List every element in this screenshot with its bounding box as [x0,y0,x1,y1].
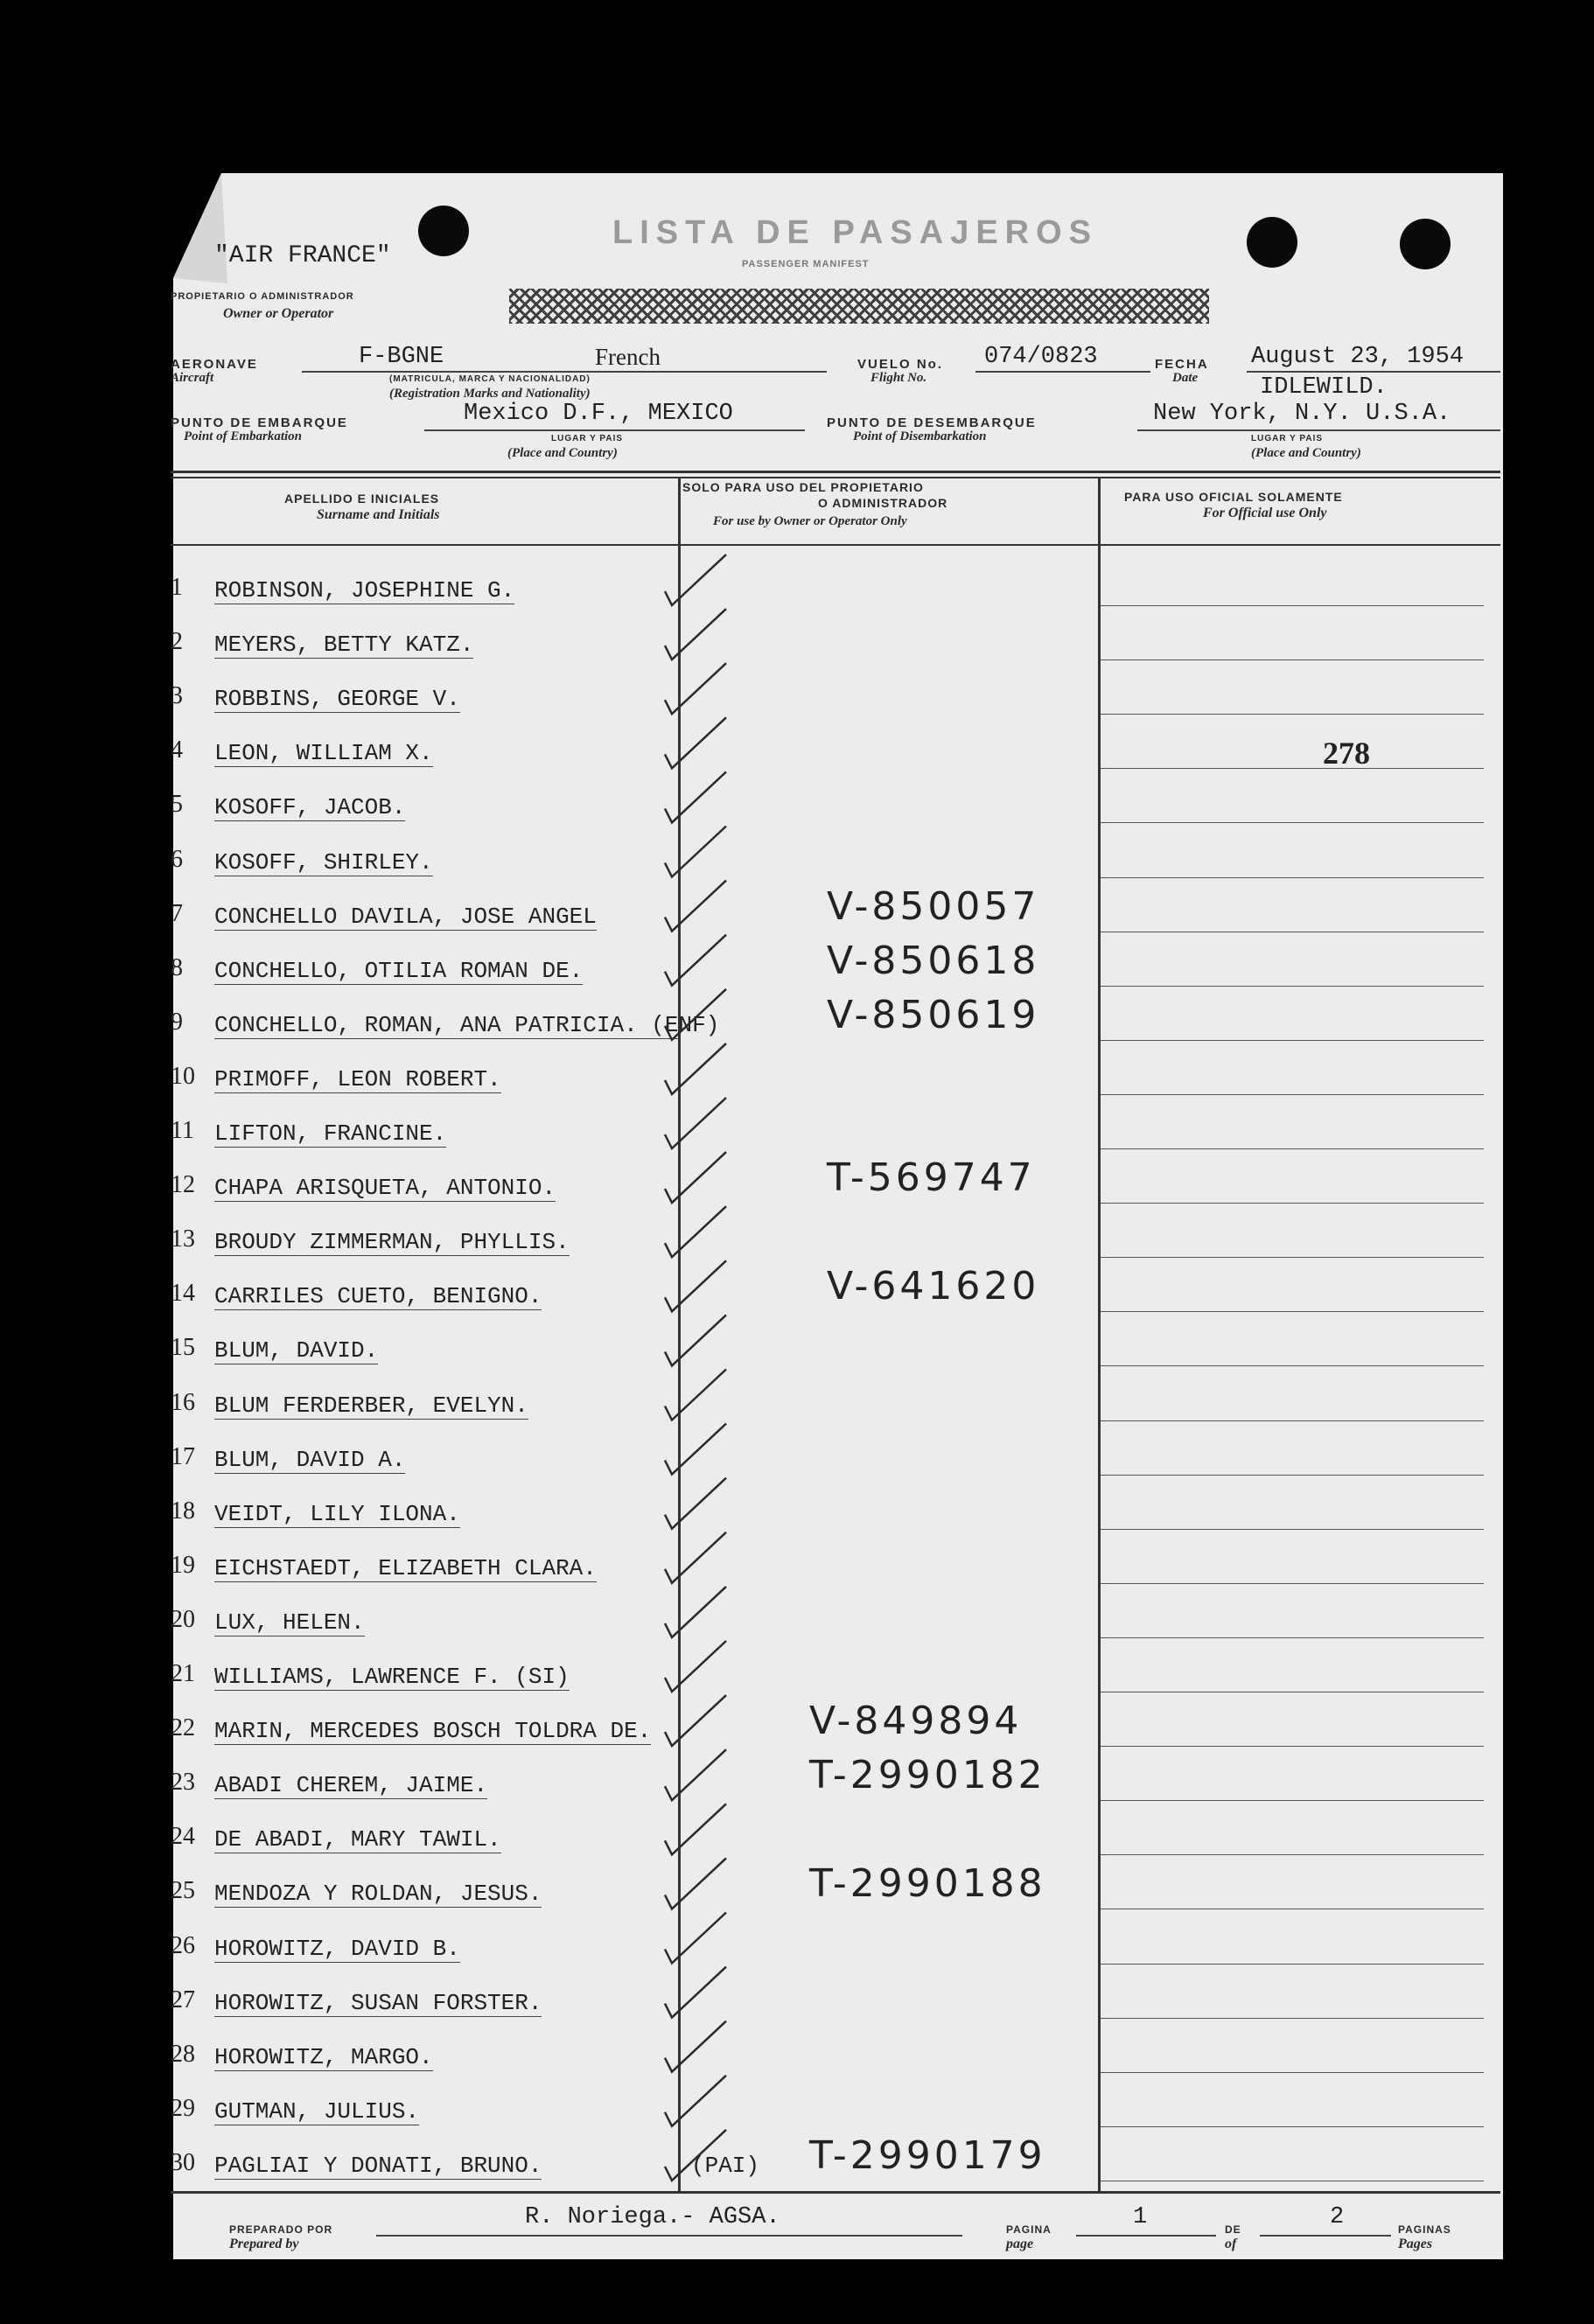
passenger-name: KOSOFF, JACOB. [214,794,406,821]
flight-label: VUELO No. [857,357,944,372]
check-mark [665,1370,726,1420]
row-number: 13 [171,1225,195,1253]
passenger-name: VEIDT, LILY ILONA. [214,1500,460,1527]
row-number: 18 [171,1497,195,1525]
operator-name: "AIR FRANCE" [214,242,391,269]
row-number: 21 [171,1660,195,1687]
passenger-name: GUTMAN, JULIUS. [214,2097,420,2125]
visa-number: T-2990188 [809,1861,1046,1907]
check-mark [665,1260,726,1311]
visa-number: V-850618 [827,938,1040,983]
passenger-name: HOROWITZ, SUSAN FORSTER. [214,1989,542,2016]
page-value: 1 [1133,2204,1148,2230]
date-label: FECHA [1155,357,1209,372]
of-label-en: of [1225,2237,1237,2251]
passenger-name: BLUM, DAVID A. [214,1446,406,1473]
col3-header-en: For Official use Only [1203,506,1327,520]
row-number: 23 [171,1769,195,1797]
visa-number: V-849894 [809,1699,1023,1744]
passenger-name: MENDOZA Y ROLDAN, JESUS. [214,1881,542,1908]
embark-place-sub-en: (Place and Country) [507,446,618,460]
col3-header: PARA USO OFICIAL SOLAMENTE [1124,490,1343,504]
of-line [1260,2235,1391,2237]
check-mark [665,1315,726,1365]
check-mark [665,1804,726,1854]
disembark-place-sub-en: (Place and Country) [1251,446,1361,460]
row-number: 1 [171,574,183,601]
check-mark [665,1478,726,1529]
row-number: 6 [171,845,183,873]
aircraft-sub: (MATRICULA, MARCA Y NACIONALIDAD) [389,374,591,384]
visa-number: V-850619 [827,992,1040,1037]
passenger-name: CARRILES CUETO, BENIGNO. [214,1283,542,1310]
visa-number: V-850057 [827,883,1040,929]
col1-header: APELLIDO E INICIALES [284,492,440,506]
visa-number: V-641620 [827,1264,1040,1309]
form-title: LISTA DE PASAJEROS [612,214,1099,251]
aircraft-reg: F-BGNE [359,344,444,370]
disembark-label-en: Point of Disembarkation [853,429,987,443]
passenger-name: DE ABADI, MARY TAWIL. [214,1826,501,1853]
disembark-place-sub: LUGAR Y PAIS [1251,434,1324,443]
official-number: 278 [1323,736,1370,771]
flight-label-en: Flight No. [870,371,927,385]
row-number: 24 [171,1823,195,1851]
row-number: 10 [171,1062,195,1090]
page-label-en: page [1006,2237,1034,2251]
col2-header-en: For use by Owner or Operator Only [713,514,907,528]
check-mark [665,663,726,714]
row-number: 28 [171,2040,195,2068]
aircraft-nationality: French [595,344,661,370]
passenger-name: ROBINSON, JOSEPHINE G. [214,577,515,604]
check-mark [665,1043,726,1094]
passenger-name: PRIMOFF, LEON ROBERT. [214,1065,501,1092]
embark-value: Mexico D.F., MEXICO [464,401,733,427]
passenger-name: CONCHELLO, OTILIA ROMAN DE. [214,957,584,984]
check-mark [665,771,726,822]
row-number: 2 [171,628,183,656]
passenger-tag: (PAI) [691,2152,760,2179]
embark-label-en: Point of Embarkation [184,429,303,443]
date-extra: IDLEWILD. [1260,374,1388,401]
disembark-label: PUNTO DE DESEMBARQUE [827,415,1037,430]
passenger-name: ROBBINS, GEORGE V. [214,686,460,713]
passenger-name: LIFTON, FRANCINE. [214,1120,447,1147]
check-mark [665,827,726,877]
check-mark [665,1858,726,1909]
embark-place-sub: LUGAR Y PAIS [551,434,624,443]
passenger-name: HOROWITZ, DAVID B. [214,1935,460,1962]
passenger-name: WILLIAMS, LAWRENCE F. (SI) [214,1664,570,1690]
pages-label-en: Pages [1398,2237,1433,2251]
row-number: 14 [171,1280,195,1308]
passenger-name: HOROWITZ, MARGO. [214,2043,433,2070]
visa-number: T-569747 [827,1155,1036,1201]
row-number: 25 [171,1877,195,1905]
check-mark [665,1532,726,1583]
check-mark [665,935,726,986]
prepared-value: R. Noriega.- AGSA. [525,2204,780,2230]
check-mark [665,1695,726,1746]
of-value: 2 [1330,2204,1345,2230]
row-number: 4 [171,736,183,764]
passenger-name: LEON, WILLIAM X. [214,740,433,767]
page-label: PAGINA [1006,2223,1052,2236]
row-number: 27 [171,1986,195,2013]
form-title-en: PASSENGER MANIFEST [742,259,870,269]
passenger-name: CONCHELLO DAVILA, JOSE ANGEL [214,903,597,930]
passenger-name: BROUDY ZIMMERMAN, PHYLLIS. [214,1229,570,1256]
col1-header-en: Surname and Initials [317,507,440,522]
passenger-name: BLUM, DAVID. [214,1337,379,1364]
date-label-en: Date [1172,371,1199,385]
embark-label: PUNTO DE EMBARQUE [171,415,348,430]
row-number: 29 [171,2094,195,2122]
check-mark [665,555,726,605]
col2-header: SOLO PARA USO DEL PROPIETARIO [682,480,924,494]
owner-label-en: Owner or Operator [223,306,334,321]
col2-header-b: O ADMINISTRADOR [818,496,948,510]
aircraft-sub-en: (Registration Marks and Nationality) [389,387,591,401]
passenger-name: EICHSTAEDT, ELIZABETH CLARA. [214,1554,597,1581]
owner-label: PROPIETARIO O ADMINISTRADOR [171,291,354,302]
check-mark [665,1424,726,1475]
row-number: 15 [171,1334,195,1362]
row-number: 7 [171,899,183,927]
check-mark [665,989,726,1040]
prepared-label: PREPARADO POR [229,2223,333,2236]
flight-number: 074/0823 [984,344,1098,370]
row-number: 12 [171,1171,195,1199]
row-number: 26 [171,1931,195,1959]
row-number: 30 [171,2148,195,2176]
check-mark [665,1967,726,2018]
row-number: 22 [171,1714,195,1742]
row-number: 5 [171,791,183,819]
check-mark [665,1098,726,1148]
row-number: 3 [171,682,183,710]
aircraft-label-en: Aircraft [171,371,214,385]
check-mark [665,1152,726,1203]
visa-number: T-2990182 [809,1753,1046,1798]
passenger-name: MARIN, MERCEDES BOSCH TOLDRA DE. [214,1718,652,1745]
check-mark [665,1587,726,1637]
check-mark [665,1913,726,1964]
check-mark [665,2076,726,2126]
passenger-name: BLUM FERDERBER, EVELYN. [214,1392,528,1419]
prepared-line [376,2235,962,2237]
passenger-name: CHAPA ARISQUETA, ANTONIO. [214,1175,556,1202]
passenger-name: KOSOFF, SHIRLEY. [214,848,433,876]
date-value: August 23, 1954 [1251,344,1465,370]
row-number: 8 [171,953,183,981]
check-mark [665,1749,726,1800]
check-mark [665,1641,726,1692]
passenger-name: LUX, HELEN. [214,1609,365,1636]
row-number: 11 [171,1117,194,1144]
passenger-name: ABADI CHEREM, JAIME. [214,1772,488,1799]
page-line [1076,2235,1216,2237]
passenger-name: MEYERS, BETTY KATZ. [214,632,474,659]
row-number: 17 [171,1442,195,1470]
check-mark [665,2021,726,2072]
aircraft-label: AERONAVE [171,357,258,372]
row-number: 16 [171,1388,195,1416]
visa-number: T-2990179 [809,2132,1046,2178]
passenger-name: PAGLIAI Y DONATI, BRUNO. [214,2152,542,2179]
of-label: DE [1225,2223,1241,2236]
check-mark [665,1206,726,1257]
check-mark [665,2130,726,2181]
disembark-value: New York, N.Y. U.S.A. [1153,401,1451,427]
row-number: 20 [171,1605,195,1633]
row-number: 9 [171,1008,183,1036]
prepared-label-en: Prepared by [229,2237,299,2251]
pages-label: PAGINAS [1398,2223,1451,2236]
check-mark [665,717,726,768]
check-mark [665,881,726,932]
row-number: 19 [171,1551,195,1579]
passenger-name: CONCHELLO, ROMAN, ANA PATRICIA. (ENF) [214,1011,720,1038]
check-mark [665,609,726,660]
